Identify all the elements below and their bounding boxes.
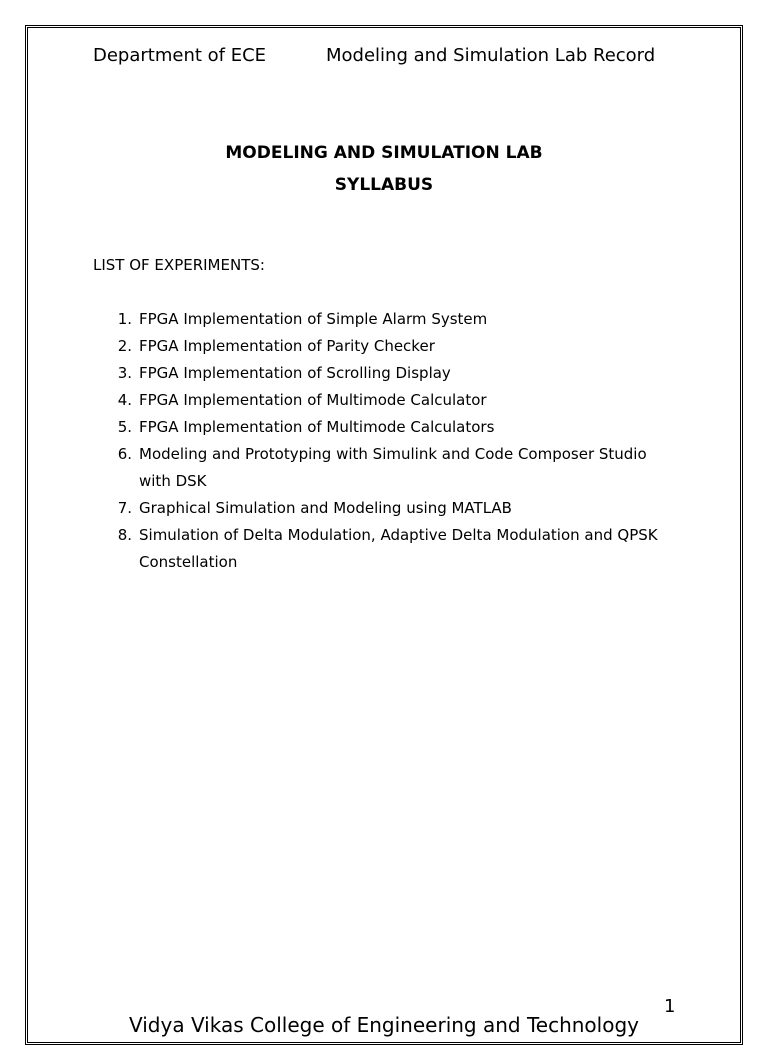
list-item — [110, 333, 670, 360]
list-item-number: 5. — [117, 418, 132, 436]
list-item-number: 2. — [117, 337, 132, 355]
header-record-title: Modeling and Simulation Lab Record — [326, 45, 656, 66]
list-item — [110, 360, 670, 387]
list-heading: LIST OF EXPERIMENTS: — [93, 256, 265, 274]
list-item — [110, 414, 670, 441]
list-item-number: 4. — [117, 391, 132, 409]
list-item-number: 3. — [117, 364, 132, 382]
list-item-text: FPGA Implementation of Multimode Calculators — [139, 418, 495, 436]
page-number: 1 — [664, 996, 676, 1017]
list-item-number: 1. — [117, 310, 132, 328]
list-item-text: FPGA Implementation of Simple Alarm System — [139, 310, 488, 328]
list-item — [110, 387, 670, 414]
list-item — [110, 441, 670, 495]
list-item-text: Simulation of Delta Modulation, Adaptive Delta Modulation and QPSK Constellation — [139, 526, 658, 571]
list-item-number: 7. — [117, 499, 132, 517]
list-item — [110, 306, 670, 333]
list-item-number: 6. — [117, 445, 132, 463]
list-item-text: FPGA Implementation of Multimode Calculator — [139, 391, 487, 409]
footer-college-name: Vidya Vikas College of Engineering and Technology — [129, 1013, 639, 1037]
list-item — [110, 495, 670, 522]
list-item-text: FPGA Implementation of Parity Checker — [139, 337, 435, 355]
page-title: MODELING AND SIMULATION LAB — [225, 143, 543, 163]
page-subtitle: SYLLABUS — [334, 175, 434, 195]
list-item-text: FPGA Implementation of Scrolling Display — [139, 364, 451, 382]
list-item-text: Modeling and Prototyping with Simulink and Code Composer Studio with DSK — [139, 445, 647, 490]
list-item — [110, 522, 670, 576]
list-item-text: Graphical Simulation and Modeling using MATLAB — [139, 499, 512, 517]
list-item-number: 8. — [117, 526, 132, 544]
header-department: Department of ECE — [93, 45, 267, 66]
experiment-list — [110, 306, 670, 576]
